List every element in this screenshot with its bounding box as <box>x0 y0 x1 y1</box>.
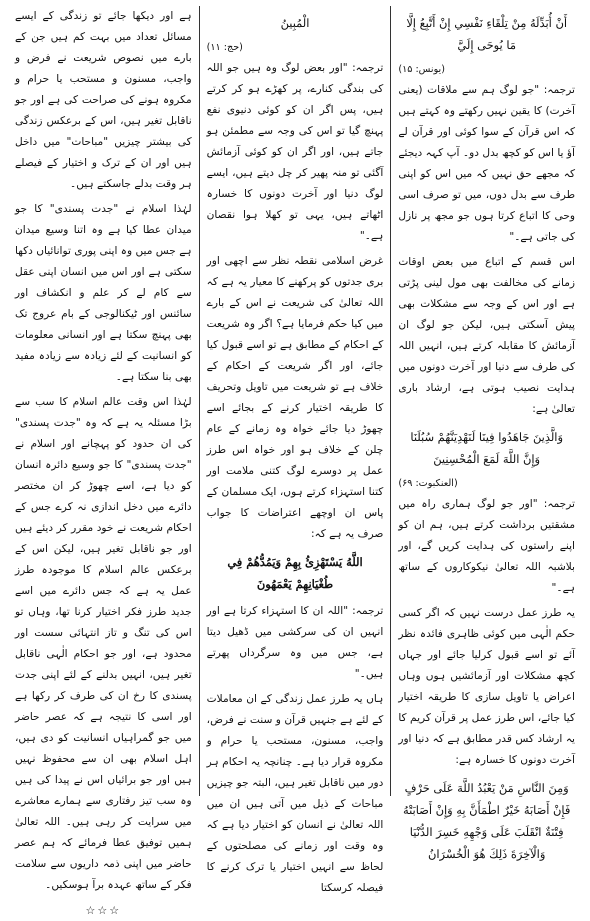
paragraph: اس قسم کے اتباع میں بعض اوقات زمانے کی مخالفت بھی مول لینی پڑتی ہے اور اس کے وجہ سے مشکلات بھی پیش آسکتی ہیں، لیکن جو لوگ ان آزمائش کا مقابلہ کرتے ہیں، انہیں اللہ کی طرف سے دنیا اور آخرت دونوں میں ہدایت نصیب ہوتی ہے، ارشاد باری تعالیٰ ہے: <box>398 256 575 415</box>
column-right <box>391 6 582 861</box>
paragraph: ترجمہ: "اللہ ان کا استہزاء کرتا ہے اور انہیں ان کی سرکشی میں ڈھیل دیتا ہے، جس میں وہ سرگرداں پھرتے ہیں۔" <box>206 605 384 680</box>
quran-verse: الْمُبِينُ <box>280 16 310 30</box>
column-left <box>8 6 200 917</box>
quran-verse: اللَّهُ يَسْتَهْزِئُ بِهِمْ وَيَمُدُّهُمْ فِي طُغْيَانِهِمْ يَعْمَهُونَ <box>227 555 363 591</box>
paragraph: ہاں یہ طرز عمل زندگی کے ان معاملات کے لئے ہے جنہیں قرآن و سنت نے فرض، واجب، مسنون، مستحب یا حرام و مکروہ قرار دیا ہے۔ چنانچہ یہ احکام ہر دور میں ناقابل تغیر ہیں، البتہ جو چیزیں مباحات کے ذیل میں آتی ہیں ان میں اللہ تعالیٰ نے انسان کو اختیار دیا ہے کہ وہ وقت اور زمانے کی مصلحتوں کے لحاظ سے انہیں اختیار یا ترک کرنے کا فیصلہ کرسکتا <box>206 693 384 894</box>
paragraph: ترجمہ: "اور بعض لوگ وہ ہیں جو اللہ کی بندگی کنارے، پر کھڑے ہو کر کرتے ہیں، پس اگر ان کو کوئی دنیوی نفع پہنچ گیا تو اس کی وجہ سے مطمئن ہو جاتے ہیں، اور اگر ان کو کوئی آزمائش آگئی تو منہ پھیر کر چل دیتے ہیں، ایسے لوگ دنیا اور آخرت دونوں کا خسارہ اٹھاتے ہیں، یہی تو کھلا ہوا نقصان ہے۔" <box>206 62 384 242</box>
column-middle <box>200 6 392 894</box>
verse-reference: (العنکبوت: ۶۹) <box>398 478 458 489</box>
paragraph: لہٰذا اس وقت عالم اسلام کا سب سے بڑا مسئلہ یہ ہے کہ وہ "جدت پسندی" کی ان حدود کو پہچانے اور اسلام نے "جدت پسندی" کا جو وسیع دائرہ انسان کو دیا ہے، اسے چھوڑ کر ان مختصر دائرے میں دخل اندازی نہ کرے جس کے احکام شریعت نے خود مقرر کر دیئے ہیں اور جو ناقابل تغیر ہیں، لیکن اس کے برعکس عالم اسلام کا موجودہ طرز عمل یہ ہے کہ جس دائرے میں اسے جدید طرز فکر اختیار کرنا تھا، وہاں تو اس کی تنگ و تاز انتہائی سست اور محدود ہے، اور جو احکام الٰہی ناقابل تغیر ہیں، انہیں بدلنے کے لئے اپنی جدت پسندی کا رخ ان کی طرف کر رکھا ہے اور اسی کا نتیجہ ہے کہ عصر حاضر میں جو گمراہیاں انسانیت کو دی ہیں، اہل اسلام بھی ان سے محفوظ نہیں ہیں اور جو برائیاں اس نے پیدا کی ہیں وہ سب تیز رفتاری سے ہمارے معاشرے میں سرایت کر رہی ہیں۔ اللہ تعالیٰ ہمیں توفیق عطا فرمائے کہ ہم عصر حاضر میں اپنی ذمہ داریوں سے سلامت فکر کے ساتھ عہدہ برآ ہوسکیں۔ <box>14 396 192 891</box>
paragraph: یہ طرز عمل درست نہیں کہ اگر کسی حکم الٰہی میں کوئی ظاہری فائدہ نظر آئے تو اسے قبول کرلیا جائے اور جہاں کچھ مشکلات اور آزمائشیں ہوں وہاں اعراض یا تاویل سازی کا طریقہ اختیار کیا جائے، اس طرز عمل پر قرآن کریم کا یہ ارشاد کس قدر مطابق ہے کہ دنیا اور آخرت دونوں کا خسارہ ہے: <box>398 607 575 766</box>
quran-verse: وَالَّذِينَ جَاهَدُوا فِينَا لَنَهْدِيَنَّهُمْ سُبُلَنَا وَإِنَّ اللَّهَ لَمَعَ الْمُحْسِنِينَ <box>410 430 563 466</box>
paragraph: ترجمہ: "اور جو لوگ ہماری راہ میں مشقتیں برداشت کرتے ہیں، ہم ان کو اپنے راستوں کی ہدایت کریں گے، اور بلاشبہ اللہ تعالیٰ نیکوکاروں کے ساتھ ہے۔" <box>398 498 575 594</box>
verse-reference: (یونس: ۱۵) <box>398 64 445 75</box>
end-mark: ☆☆☆ <box>85 904 122 917</box>
quran-verse: أَنْ أُبَدِّلَهُ مِنْ تِلْقَاءِ نَفْسِي إِنْ أَتَّبِعُ إِلَّا مَا يُوحَى إِلَيَّ <box>406 16 567 52</box>
paragraph: ہے اور دیکھا جائے تو زندگی کے ایسے مسائل تعداد میں بہت کم ہیں جن کے بارے میں نصوص شریعت نے فرض و واجب، مسنون و مستحب یا حرام و مکروہ ہونے کی صراحت کی ہے اور جو ناقابل تغیر ہیں، اس کے برعکس زندگی کی بیشتر چیزیں "مباحات" میں داخل ہیں اور ان کے ترک و اختیار کے فیصلے ہر وقت بدلے جاسکتے ہیں۔ <box>14 10 192 190</box>
paragraph: ترجمہ: "جو لوگ ہم سے ملاقات (یعنی آخرت) کا یقین نہیں رکھتے وہ کہتے ہیں کہ اس قرآن کے سوا کوئی اور قرآن لے آؤ یا اس کو کچھ بدل دو۔ آپ کہہ دیجئے کہ مجھے حق نہیں کہ میں اس کو اپنی طرف سے بدل دوں، میں تو صرف اسی وحی کا اتباع کرتا ہوں جو مجھ پر نازل کی جاتی ہے۔" <box>398 84 575 243</box>
paragraph: غرض اسلامی نقطہ نظر سے اچھی اور بری جدتوں کو پرکھنے کا معیار یہ ہے کہ اللہ تعالیٰ کی شریعت نے اس کے بارے میں کیا حکم فرمایا ہے؟ اگر وہ شریعت کے احکام کے مطابق ہے تو اسے قبول کیا جائے، اور اگر شریعت کے احکام کے خلاف ہے تو شریعت میں تاویل وتحریف کا طریقہ اختیار کرنے کے بجائے اسے چھوڑ دیا جائے خواہ وہ زمانے کے عام چلن کے خلاف ہو اور خواہ اس طرز عمل پر دوسرے لوگ کتنی ملامت اور کتنا استہزاء کرتے ہوں، ایک مسلمان کے پاس ان اوچھے اعتراضات کا جواب صرف یہ ہے کہ: <box>206 255 384 540</box>
verse-reference: (حج: ۱۱) <box>206 42 243 53</box>
quran-verse: وَمِنَ النَّاسِ مَنْ يَعْبُدُ اللَّهَ عَلَى حَرْفٍ فَإِنْ أَصَابَهُ خَيْرٌ اطْمَأَنَّ بِهِ وَإِنْ أَصَابَتْهُ فِتْنَةٌ انْقَلَبَ عَلَى وَجْهِهِ خَسِرَ الدُّنْيَا وَالْآخِرَةَ ذَلِكَ هُوَ الْخُسْرَانُ <box>402 781 571 861</box>
paragraph: لہٰذا اسلام نے "جدت پسندی" کا جو میدان عطا کیا ہے وہ اتنا وسیع میدان ہے جس میں وہ اپنی پوری توانائیاں دکھا سکتی ہے اور اس میں انسان اپنی عقل سے کام لے کر علم و انکشاف اور سائنس اور ٹیکنالوجی کے بام عروج تک بھی پہنچ سکتا ہے اور انسانی معلومات کو انسانیت کے لئے زیادہ سے زیادہ مفید بھی بنا سکتا ہے۔ <box>14 203 192 383</box>
